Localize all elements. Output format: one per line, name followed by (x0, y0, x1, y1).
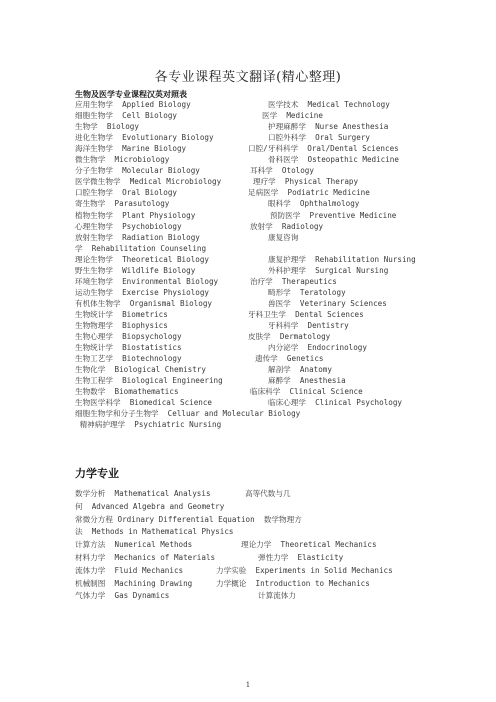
course-row-17-col-0: 运动生物学 Exercise Physiology (75, 287, 209, 297)
mech-course-row-5-col-0: 材料力学 Mechanics of Materials (75, 553, 216, 562)
mech-course-row-8-col-0: 气体力学 Gas Dynamics (75, 591, 170, 601)
course-row-5-col-1: 骨科医学 Osteopathic Medicine (268, 155, 399, 165)
course-row-3-col-1: 口腔外科学 Oral Surgery (268, 133, 370, 143)
course-row-3-col-0: 进化生物学 Evolutionary Biology (75, 133, 214, 143)
course-row-0-col-1: 医学技术 Medical Technology (268, 100, 390, 109)
course-row-15-col-0: 野生生物学 Wildlife Biology (75, 265, 196, 275)
course-row-29-col-0: 精神病护理学 Psychiatric Nursing (75, 420, 222, 430)
course-row-2-col-0: 生物学 Biology (75, 122, 139, 132)
course-row-11-col-0: 心理生物学 Psychobiology (75, 221, 182, 231)
course-row-20-col-0: 生物物理学 Biophysics (75, 321, 168, 330)
course-row-27-col-1: 临床心理学 Clinical Psychology (268, 398, 402, 408)
course-row-21-col-0: 生物心理学 Biopsychology (75, 332, 182, 342)
course-row-5-col-0: 微生物学 Microbiology (75, 155, 170, 165)
course-row-23-col-1: 遗传学 Genetics (255, 354, 324, 364)
course-row-7-col-0: 医学微生物学 Medical Microbiology (75, 177, 222, 187)
course-row-6-col-1: 耳科学 Otology (250, 166, 314, 176)
mech-course-row-1-col-0: 何 Advanced Algebra and Geometry (75, 501, 225, 511)
course-row-24-col-0: 生物化学 Biological Chemistry (75, 365, 206, 375)
course-row-26-col-0: 生物数学 Biomathematics (75, 387, 179, 397)
course-row-28-col-0: 细胞生物学和分子生物学 Celluar and Molecular Biology (75, 409, 301, 419)
course-row-15-col-1: 外科护理学 Surgical Nursing (268, 265, 389, 275)
mech-course-row-0-col-1: 高等代数与几 (245, 489, 291, 498)
course-row-19-col-1: 牙科卫生学 Dental Sciences (248, 309, 364, 319)
course-row-17-col-1: 畸形学 Teratology (268, 287, 346, 297)
mech-course-row-6-col-0: 流体力学 Fluid Mechanics (75, 565, 184, 575)
course-row-12-col-1: 康复咨询 (268, 232, 299, 242)
course-row-9-col-0: 寄生物学 Parasutology (75, 199, 170, 209)
mech-course-row-3-col-0: 法 Methods in Mathematical Physics (75, 527, 234, 537)
mech-course-row-7-col-0: 机械制图 Machining Drawing (75, 578, 193, 588)
course-row-27-col-0: 生物医学科学 Biomedical Science (75, 398, 212, 408)
course-row-6-col-0: 分子生物学 Molecular Biology (75, 166, 200, 176)
course-row-12-col-0: 放射生物学 Radiation Biology (75, 232, 200, 242)
mech-course-row-4-col-0: 计算方法 Numerical Methods (75, 540, 193, 550)
page-number: 1 (245, 681, 251, 689)
course-row-16-col-1: 治疗学 Therapeutics (250, 276, 337, 286)
section-heading-mechanics: 力学专业 (75, 467, 119, 480)
course-row-24-col-1: 解剖学 Anatomy (268, 365, 332, 375)
course-row-1-col-0: 细胞生物学 Cell Biology (75, 111, 177, 121)
course-row-26-col-1: 临床科学 Clinical Science (250, 387, 363, 397)
course-row-14-col-1: 康复护理学 Rehabilitation Nursing (268, 254, 416, 264)
mech-course-row-6-col-1: 力学实验 Experiments in Solid Mechanics (216, 565, 393, 575)
course-row-4-col-0: 海洋生物学 Marine Biology (75, 144, 187, 154)
course-row-14-col-0: 理论生物学 Theoretical Biology (75, 254, 209, 264)
course-row-8-col-0: 口腔生物学 Oral Biology (75, 188, 177, 198)
course-row-1-col-1: 医学 Medicine (262, 111, 323, 121)
course-row-16-col-0: 环境生物学 Environmental Biology (75, 276, 219, 286)
course-row-18-col-1: 兽医学 Veterinary Sciences (268, 298, 387, 308)
mech-course-row-5-col-1: 弹性力学 Elasticity (258, 553, 344, 562)
course-row-19-col-0: 生物统计学 Biometrics (75, 309, 168, 319)
mech-course-row-0-col-0: 数学分析 Mathematical Analysis (75, 489, 211, 498)
section-heading-biology-medicine: 生物及医学专业课程汉英对照表 (75, 89, 187, 99)
course-row-25-col-0: 生物工程学 Biological Engineering (75, 376, 223, 386)
course-row-4-col-1: 口腔/牙科科学 Oral/Dental Sciences (248, 144, 399, 154)
course-row-10-col-0: 植物生物学 Plant Physiology (75, 210, 196, 220)
course-row-22-col-1: 内分泌学 Endocrinology (268, 343, 367, 353)
course-row-23-col-0: 生物工艺学 Biotechnology (75, 354, 182, 364)
course-row-20-col-1: 牙科科学 Dentistry (268, 321, 349, 330)
course-row-21-col-1: 皮肤学 Dermatology (248, 332, 331, 342)
course-row-13-col-0: 学 Rehabilitation Counseling (75, 243, 207, 253)
course-row-11-col-1: 放射学 Radiology (250, 221, 324, 231)
course-row-2-col-1: 护理麻醉学 Nurse Anesthesia (268, 122, 389, 132)
document-title: 各专业课程英文翻译(精心整理) (154, 70, 342, 85)
course-row-18-col-0: 有机体生物学 Organismal Biology (75, 298, 212, 308)
mech-course-row-4-col-1: 理论力学 Theoretical Mechanics (241, 540, 377, 550)
course-row-10-col-1: 预防医学 Preventive Medicine (270, 210, 397, 220)
course-row-7-col-1: 理疗学 Physical Therapy (253, 177, 359, 187)
course-row-0-col-0: 应用生物学 Applied Biology (75, 100, 191, 109)
course-row-22-col-0: 生物统计学 Biostatistics (75, 343, 182, 353)
course-row-25-col-1: 麻醉学 Anesthesia (268, 376, 346, 386)
course-row-9-col-1: 眼科学 Ophthalmology (268, 199, 360, 209)
mech-course-row-2-col-0: 常微分方程 Ordinary Differential Equation 数学物理方 (75, 514, 302, 524)
mech-course-row-8-col-1: 计算流体力 (258, 591, 296, 601)
course-row-8-col-1: 足病医学 Podiatric Medicine (248, 188, 370, 198)
mech-course-row-7-col-1: 力学概论 Introduction to Mechanics (216, 578, 370, 588)
